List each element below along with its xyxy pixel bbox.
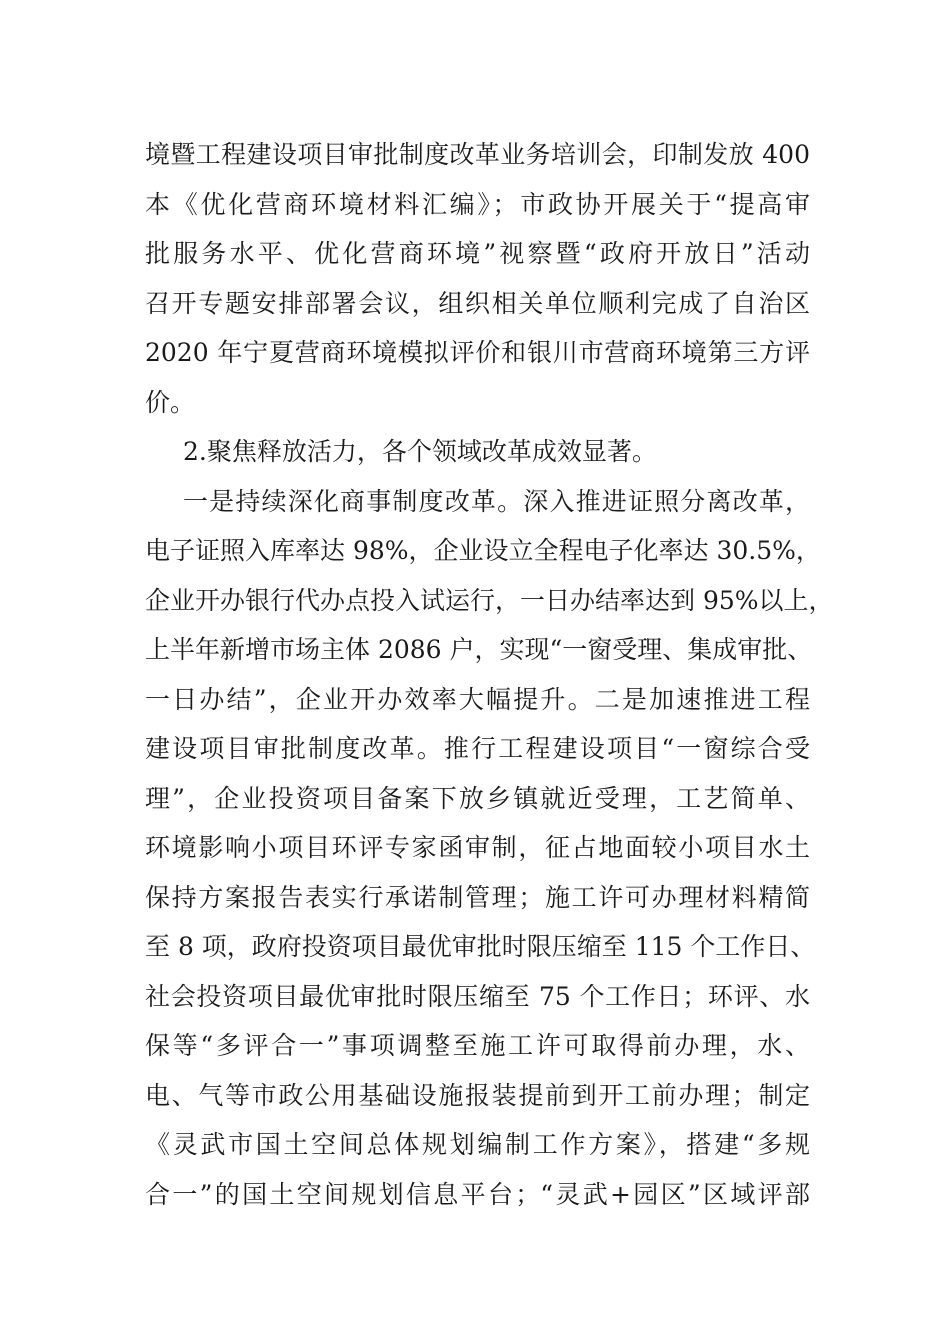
text-line: 上半年新增市场主体 2086 户，实现“一窗受理、集成审批、 [145,635,813,664]
document-body [145,130,834,1219]
text-line: 《灵武市国土空间总体规划编制工作方案》，搭建“多规 [145,1130,810,1159]
text-line: 电子证照入库率达 98%，企业设立全程电子化率达 30.5%， [145,536,821,565]
text-line: 至 8 项，政府投资项目最优审批时限压缩至 115 个工作日、 [145,932,816,961]
text-line: 保等“多评合一”事项调整至施工许可取得前办理，水、 [145,1031,810,1060]
text-line: 批服务水平、优化营商环境”视察暨“政府开放日”活动 [145,239,810,268]
text-line: 一是持续深化商事制度改革。深入推进证照分离改革， [183,486,810,516]
text-line: 环境影响小项目环评专家函审制，征占地面较小项目水土 [145,833,810,862]
text-line: 保持方案报告表实行承诺制管理；施工许可办理材料精简 [145,882,810,912]
text-line: 召开专题安排部署会议，组织相关单位顺利完成了自治区 [145,288,810,318]
text-line: 社会投资项目最优审批时限压缩至 75 个工作日；环评、水 [145,981,810,1011]
text-line: 企业开办银行代办点投入试运行，一日办结率达到 95%以上， [145,585,834,615]
text-line: 建设项目审批制度改革。推行工程建设项目“一窗综合受 [145,734,810,763]
text-line: 境暨工程建设项目审批制度改革业务培训会，印制发放 400 [145,140,810,169]
text-line: 2020 年宁夏营商环境模拟评价和银川市营商环境第三方评 [145,338,810,367]
text-line: 合一”的国土空间规划信息平台；“灵武+园区”区域评部 [145,1179,810,1209]
text-line: 理”，企业投资项目备案下放乡镇就近受理，工艺简单、 [145,783,810,813]
text-line: 价。 [145,387,196,417]
text-line: 本《优化营商环境材料汇编》；市政协开展关于“提高审 [145,189,810,219]
text-line: 一日办结”，企业开办效率大幅提升。二是加速推进工程 [145,684,810,714]
text-line: 电、气等市政公用基础设施报装提前到开工前办理；制定 [145,1080,810,1110]
section-heading: 2.聚焦释放活力，各个领域改革成效显著。 [183,437,657,466]
